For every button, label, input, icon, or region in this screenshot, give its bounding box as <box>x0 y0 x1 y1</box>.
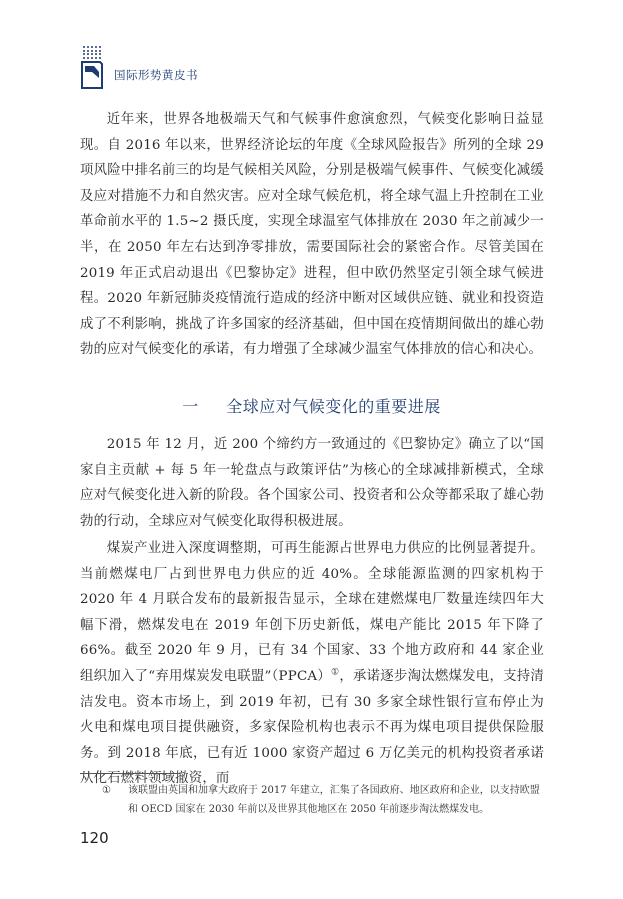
logo-dot <box>91 46 93 48</box>
header-title: 国际形势黄皮书 <box>114 68 198 82</box>
logo-dot <box>91 57 93 59</box>
paragraph-coal-text-a: 煤炭产业进入深度调整期，可再生能源占世界电力供应的比例显著提升。当前燃煤电厂占到世界电力供应的近 40%。全球能源监测的四家机构于 2020 年 4 月联合发布的最新报告显示，全球在建燃煤电厂数量连续四年大幅下滑，燃煤发电在 2019 年创下历史新低，煤电产能比 2015 年下降了 66%。截至 2020 年 9 月，已有 34 个国家、33 个地方政府和 44 家企业组织加入了“弃用煤炭发电联盟”（PPCA） <box>80 541 544 684</box>
logo-dot <box>87 46 89 48</box>
footnote-mark: ① <box>102 785 111 796</box>
section-heading <box>0 394 623 417</box>
footnote-divider <box>80 773 180 774</box>
logo-dot <box>99 53 101 55</box>
logo-dot <box>91 53 93 55</box>
footnote <box>80 781 544 819</box>
logo-dot <box>95 50 97 52</box>
logo-dot <box>83 50 85 52</box>
logo-dot <box>99 57 101 59</box>
logo-dot <box>95 46 97 48</box>
paragraph-coal-industry <box>80 536 544 792</box>
logo-dot <box>95 53 97 55</box>
logo-dot <box>83 57 85 59</box>
logo-dot <box>91 50 93 52</box>
logo-dot <box>87 50 89 52</box>
logo-dot <box>83 46 85 48</box>
footnote-text: 该联盟由英国和加拿大政府于 2017 年建立，汇集了各国政府、地区政府和企业，以支持欧盟和 OECD 国家在 2030 年前以及世界其他地区在 2050 年前逐步淘汰燃煤发电。 <box>128 785 540 815</box>
logo-dot <box>95 57 97 59</box>
logo-dot <box>87 57 89 59</box>
logo-dot <box>99 50 101 52</box>
section-title: 全球应对气候变化的重要进展 <box>226 397 441 416</box>
dot-grid-icon <box>83 46 103 60</box>
logo-dot <box>83 53 85 55</box>
paragraph-coal-text-b: ，承诺逐步淘汰燃煤发电，支持清洁发电。资本市场上，到 2019 年初，已有 30 多家全球性银行宣布停止为火电和煤电项目提供融资，多家保险机构也表示不再为煤电项目提供保险服务。到 2018 年底，已有近 1000 家资产超过 6 万亿美元的机构投资者承诺从化石燃料领域撤资，而 <box>80 668 544 787</box>
book-cover-icon <box>80 60 104 90</box>
section-number: 一 <box>182 397 199 416</box>
logo-dot <box>87 53 89 55</box>
footnote-reference[interactable]: ① <box>331 667 340 678</box>
paragraph-paris-agreement: 2015 年 12 月，近 200 个缔约方一致通过的《巴黎协定》确立了以“国家自主贡献 + 每 5 年一轮盘点与政策评估”为核心的全球减排新模式，全球应对气候变化进入新的阶段。各个国家公司、投资者和公众等都采取了雄心勃勃的行动，全球应对气候变化取得积极进展。 <box>80 437 544 529</box>
logo-dot <box>99 46 101 48</box>
paragraph-intro: 近年来，世界各地极端天气和气候事件愈演愈烈，气候变化影响日益显现。自 2016 年以来，世界经济论坛的年度《全球风险报告》所列的全球 29 项风险中排名前三的均是气候相关风险，分别是极端气候事件、气候变化减缓及应对措施不力和自然灾害。应对全球气候危机，将全球气温上升控制在工业革命前水平的 1.5~2 摄氏度，实现全球温室气体排放在 2030 年之前减少一半，在 2050 年左右达到净零排放，需要国际社会的紧密合作。尽管美国在 2019 年正式启动退出《巴黎协定》进程，但中欧仍然坚定引领全球气候进程。2020 年新冠肺炎疫情流行造成的经济中断对区域供应链、就业和投资造成了不利影响，挑战了许多国家的经济基础，但中国在疫情期间做出的雄心勃勃的应对气候变化的承诺，有力增强了全球减少温室气体排放的信心和决心。 <box>80 112 544 358</box>
series-logo <box>80 46 104 92</box>
page-number: 120 <box>80 829 109 847</box>
